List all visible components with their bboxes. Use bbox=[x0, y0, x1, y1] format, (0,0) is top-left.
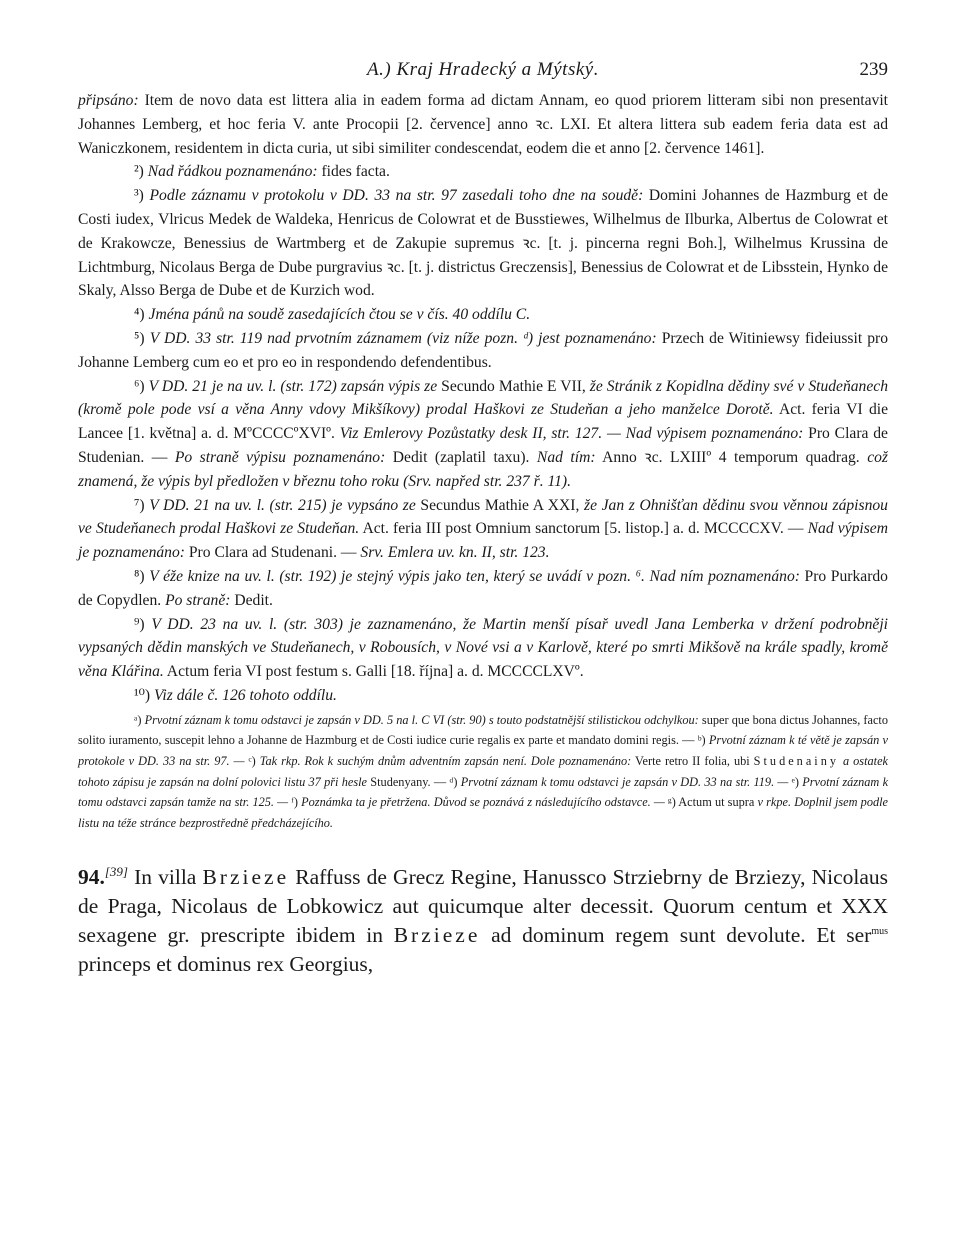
entry-ref: [39] bbox=[104, 864, 128, 880]
running-title: A.) Kraj Hradecký a Mýtský. bbox=[367, 59, 599, 80]
footnote-1: připsáno: Item de novo data est littera alia in eadem forma ad dictam Annam, eo quod priorem litteram sibi non presentavit Johannes Lemberg, et hoc feria V. ante Procopii [2. července] anno ꝛc. LXI. Et altera littera sub eadem feria data est ad Waniczkonem, residentem in dicta curia, ut sibi similiter condescendat, eodem die et anno [2. července 1461]. bbox=[78, 92, 888, 157]
apparatus-note: ᵃ) Prvotní záznam k tomu odstavci je zapsán v DD. 5 na l. C VI (str. 90) s touto podstatnější stilistickou odchylkou: super que bona dictus Johannes, facto solito iuramento, suscepit lehno a Johanne de Hazmburg et de Costi iudice curie regalis ex parte et mandato domini regis. — ᵇ) Prvotní záznam k té větě je zapsán v protokole v DD. 33 na str. 97. — ᶜ) Tak rkp. Rok k suchým dnům adventním zapsán není. Dole poznamenáno: Verte retro II folia, ubi Studenainy a ostatek tohoto zápisu je zapsán na dolní polovici listu 37 při hesle Studenyany. — ᵈ) Prvotní záznam k tomu odstavci je zapsán v DD. 33 na str. 119. — ᵉ) Prvotní záznam k tomu odstavci zapsán tamže na str. 125. — ᶠ) Poznámka ta je přetržena. Důvod se poznává z následujícího odstavce. — ᵍ) Actum ut supra v rkpe. Doplnil jsem podle listu na téže stránce bezprostředně předcházejícího. bbox=[78, 712, 889, 830]
footnote-7: ⁷) V DD. 21 na uv. l. (str. 215) je vypsáno ze Secundus Mathie A XXI, že Jan z Ohnišťan dědinu svou věnnou zápisnou ve Studeňanech prodal Haškovi ze Studeňan. Act. feria III post Omnium sanctorum [5. listop.] a. d. MCCCCXV. — Nad výpisem je poznamenáno: Pro Clara ad Studenani. — Srv. Emlera uv. kn. II, str. 123. bbox=[78, 496, 888, 562]
footnote-6: ⁶) V DD. 21 je na uv. l. (str. 172) zapsán výpis ze Secundo Mathie E VII, že Stránik z Kopidlna dědiny své v Studeňanech (kromě pole pode vsí a věna Anny vdovy Mikšíkovy) prodal Haškovi ze Studeňan a jeho manželce Dorotě. Act. feria VI die Lancee [1. května] a. d. MºCCCCºXVIº. Viz Emlerovy Pozůstatky desk II, str. 127. — Nad výpisem poznamenáno: Pro Clara de Studenian. — Po straně výpisu poznamenáno: Dedit (zaplatil taxu). Nad tím: Anno ꝛc. LXIIIº 4 temporum quadrag. což znamená, že výpis byl předložen v březnu toho roku (Srv. napřed str. 237 ř. 11). bbox=[78, 377, 888, 490]
footnote-4: ⁴) Jména pánů na soudě zasedajících čtou se v čís. 40 oddílu C. bbox=[134, 306, 531, 324]
footnote-2: ²) Nad řádkou poznamenáno: fides facta. bbox=[134, 163, 390, 181]
footnote-9: ⁹) V DD. 23 na uv. l. (str. 303) je zaznamenáno, že Martin menší písař uvedl Jana Lemberka v držení podrobněji vypsaných dědin manských ve Studeňanech, v Robousích, v Nové vsi a v Karlově, které po smrti Mikšově na krále spadly, kromě věna Klářina. Actum feria VI post festum s. Galli [18. října] a. d. MCCCCLXVº. bbox=[78, 615, 888, 681]
page-number: 239 bbox=[859, 59, 888, 80]
footnote-8: ⁸) V éže knize na uv. l. (str. 192) je stejný výpis jako ten, který se uvádí v pozn. ⁶. Nad ním poznamenáno: Pro Purkardo de Copydlen. Po straně: Dedit. bbox=[78, 567, 888, 609]
entry-number: 94. bbox=[78, 865, 105, 890]
book-page bbox=[78, 55, 888, 1001]
footnote-3: ³) Podle záznamu v protokolu v DD. 33 na str. 97 zasedali toho dne na soudě: Domini Johannes de Hazmburg et de Costi iudex, Vlricus Medek de Waldeka, Henricus de Colowrat et de Busstiewes, Wilhelmus de Ilburka, Albertus de Colowrat et de Krakowcze, Benessius de Wartmberg et de Zakupie supremus ꝛc. [t. j. pincerna regni Boh.], Wilhelmus Krussina de Lichtmburg, Nicolaus Berga de Dube purgravius ꝛc. [t. j. districtus Greczensis], Benessius de Colowrat et de Libsstein, Hynko de Skaly, Alsso Berga de Dube et de Kurzich wod. bbox=[78, 187, 888, 300]
document-entry-94: 94.[39] In villa Brzieze Raffuss de Grecz Regine, Hanussco Strziebrny de Brziezy, Nicolaus de Praga, Nicolaus de Lobkowicz aut quicumque alter decessit. Quorum centum et XXX sexagene gr. prescripte ibidem in Brzieze ad dominum regem sunt devolute. Et ser$^{mus}$ princeps et dominus rex Georgius, bbox=[78, 864, 889, 977]
footnote-10: ¹⁰) Viz dále č. 126 tohoto oddílu. bbox=[134, 686, 337, 704]
footnote-5: ⁵) V DD. 33 str. 119 nad prvotním záznamem (viz níže pozn. ᵈ) jest poznamenáno: Przech de Witiniewsy fideiussit pro Johanne Lemberg cum eo et pro eo in respondendo defendentibus. bbox=[78, 329, 888, 371]
critical-apparatus bbox=[78, 710, 888, 834]
footnotes bbox=[78, 89, 888, 708]
page-header bbox=[78, 55, 888, 89]
